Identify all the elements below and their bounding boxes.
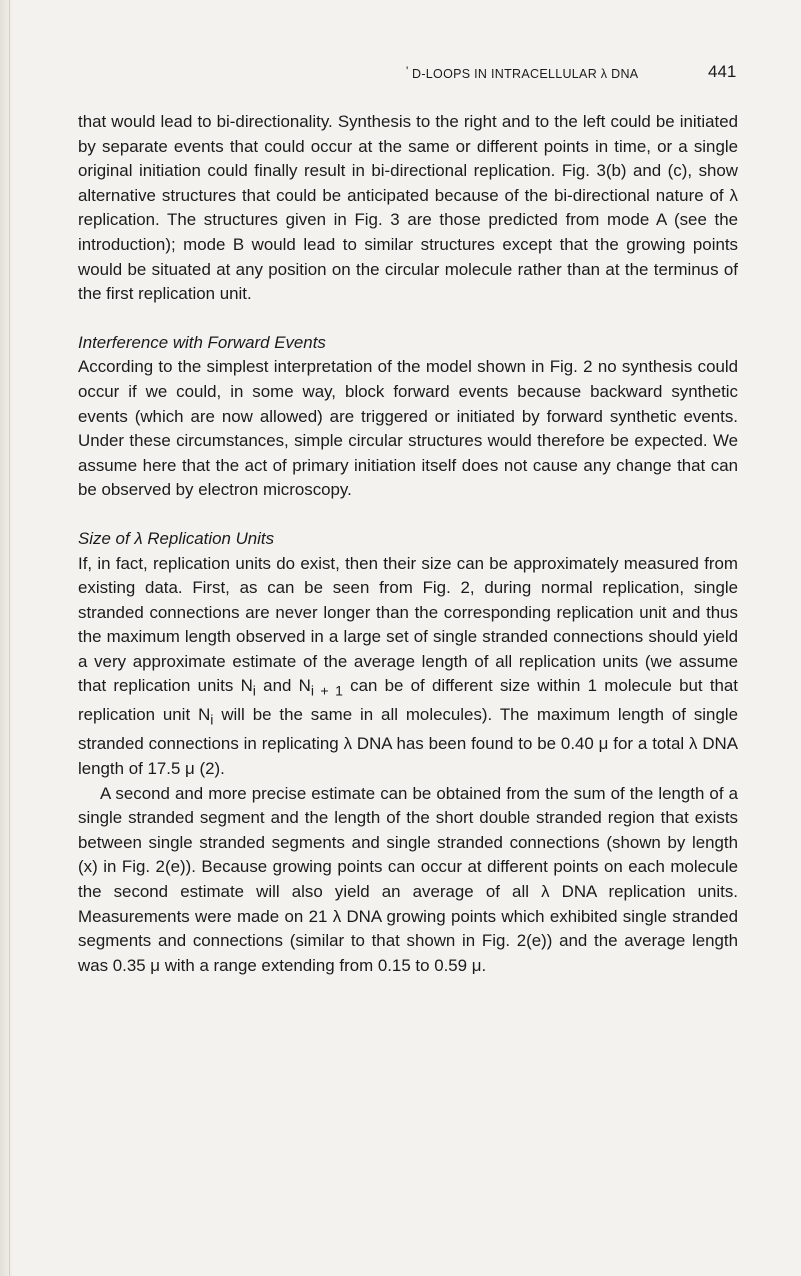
heading-size: Size of λ Replication Units <box>78 528 275 548</box>
paragraph-second-estimate: A second and more precise estimate can be obtained from the sum of the length of a single stranded segment and the length of the short double stranded region that exists between single stranded segments and single stranded connections (shown by length (x) in Fig. 2(e)). Because growing points can occur at different points on each molecule the second estimate will also yield an average of all λ DNA replication units. Measurements were made on 21 λ DNA growing points which exhibited single stranded segments and connections (similar to that shown in Fig. 2(e)) and the average length was 0.35 μ with a range extending from 0.15 to 0.59 μ. <box>78 783 738 975</box>
page-edge <box>0 0 14 1276</box>
subscript-i: i <box>252 682 256 699</box>
section-gap <box>78 503 738 527</box>
running-head <box>0 60 801 90</box>
symbol-n: N <box>240 676 253 696</box>
running-head-mark: ' <box>406 64 409 78</box>
article-body <box>78 110 738 978</box>
subscript-i: i <box>210 711 214 728</box>
paragraph-size-part-b: can be of different size within 1 molecule but that replication unit <box>78 676 738 725</box>
section-gap <box>78 307 738 331</box>
page-edge-line <box>9 0 10 1276</box>
paragraph-size-part-c: will be the same in all molecules). The maximum length of single stranded connections in replicating λ DNA has been found to be 0.40 μ for a total λ DNA length of 17.5 μ (2). <box>78 705 738 778</box>
paragraph-size <box>78 552 738 782</box>
symbol-n: N <box>198 705 211 725</box>
running-title: D-LOOPS IN INTRACELLULAR λ DNA <box>412 67 639 81</box>
page-number: 441 <box>708 62 737 81</box>
symbol-n: N <box>298 676 311 696</box>
paragraph-intro: that would lead to bi-directionality. Synthesis to the right and to the left could be initiated by separate events that could occur at the same or different points in time, or a single original initiation could finally result in bi-directional replication. Fig. 3(b) and (c), show alternative structures that could be anticipated because of the bi-directional nature of λ replication. The structures given in Fig. 3 are those predicted from mode A (see the introduction); mode B would lead to similar structures except that the growing points would be situated at any position on the circular molecule rather than at the terminus of the first replication unit. <box>78 112 738 304</box>
heading-interference: Interference with Forward Events <box>78 332 326 352</box>
word-and: and <box>263 676 292 696</box>
paragraph-interference: According to the simplest interpretation of the model shown in Fig. 2 no synthesis could occur if we could, in some way, block forward events because backward synthetic events (which are now allowed) are triggered or initiated by forward synthetic events. Under these circumstances, simple circular structures would therefore be expected. We assume here that the act of primary initiation itself does not cause any change that can be observed by electron microscopy. <box>78 357 738 500</box>
paragraph-size-part-a: If, in fact, replication units do exist, then their size can be approximately measured from existing data. First, as can be seen from Fig. 2, during normal replication, single stranded connections are never longer than the corresponding replication unit and thus the maximum length observed in a large set of single stranded connections should yield a very approximate estimate of the average length of all replication units (we assume that replication units <box>78 553 738 696</box>
subscript-i-plus-1: i + 1 <box>310 682 343 699</box>
